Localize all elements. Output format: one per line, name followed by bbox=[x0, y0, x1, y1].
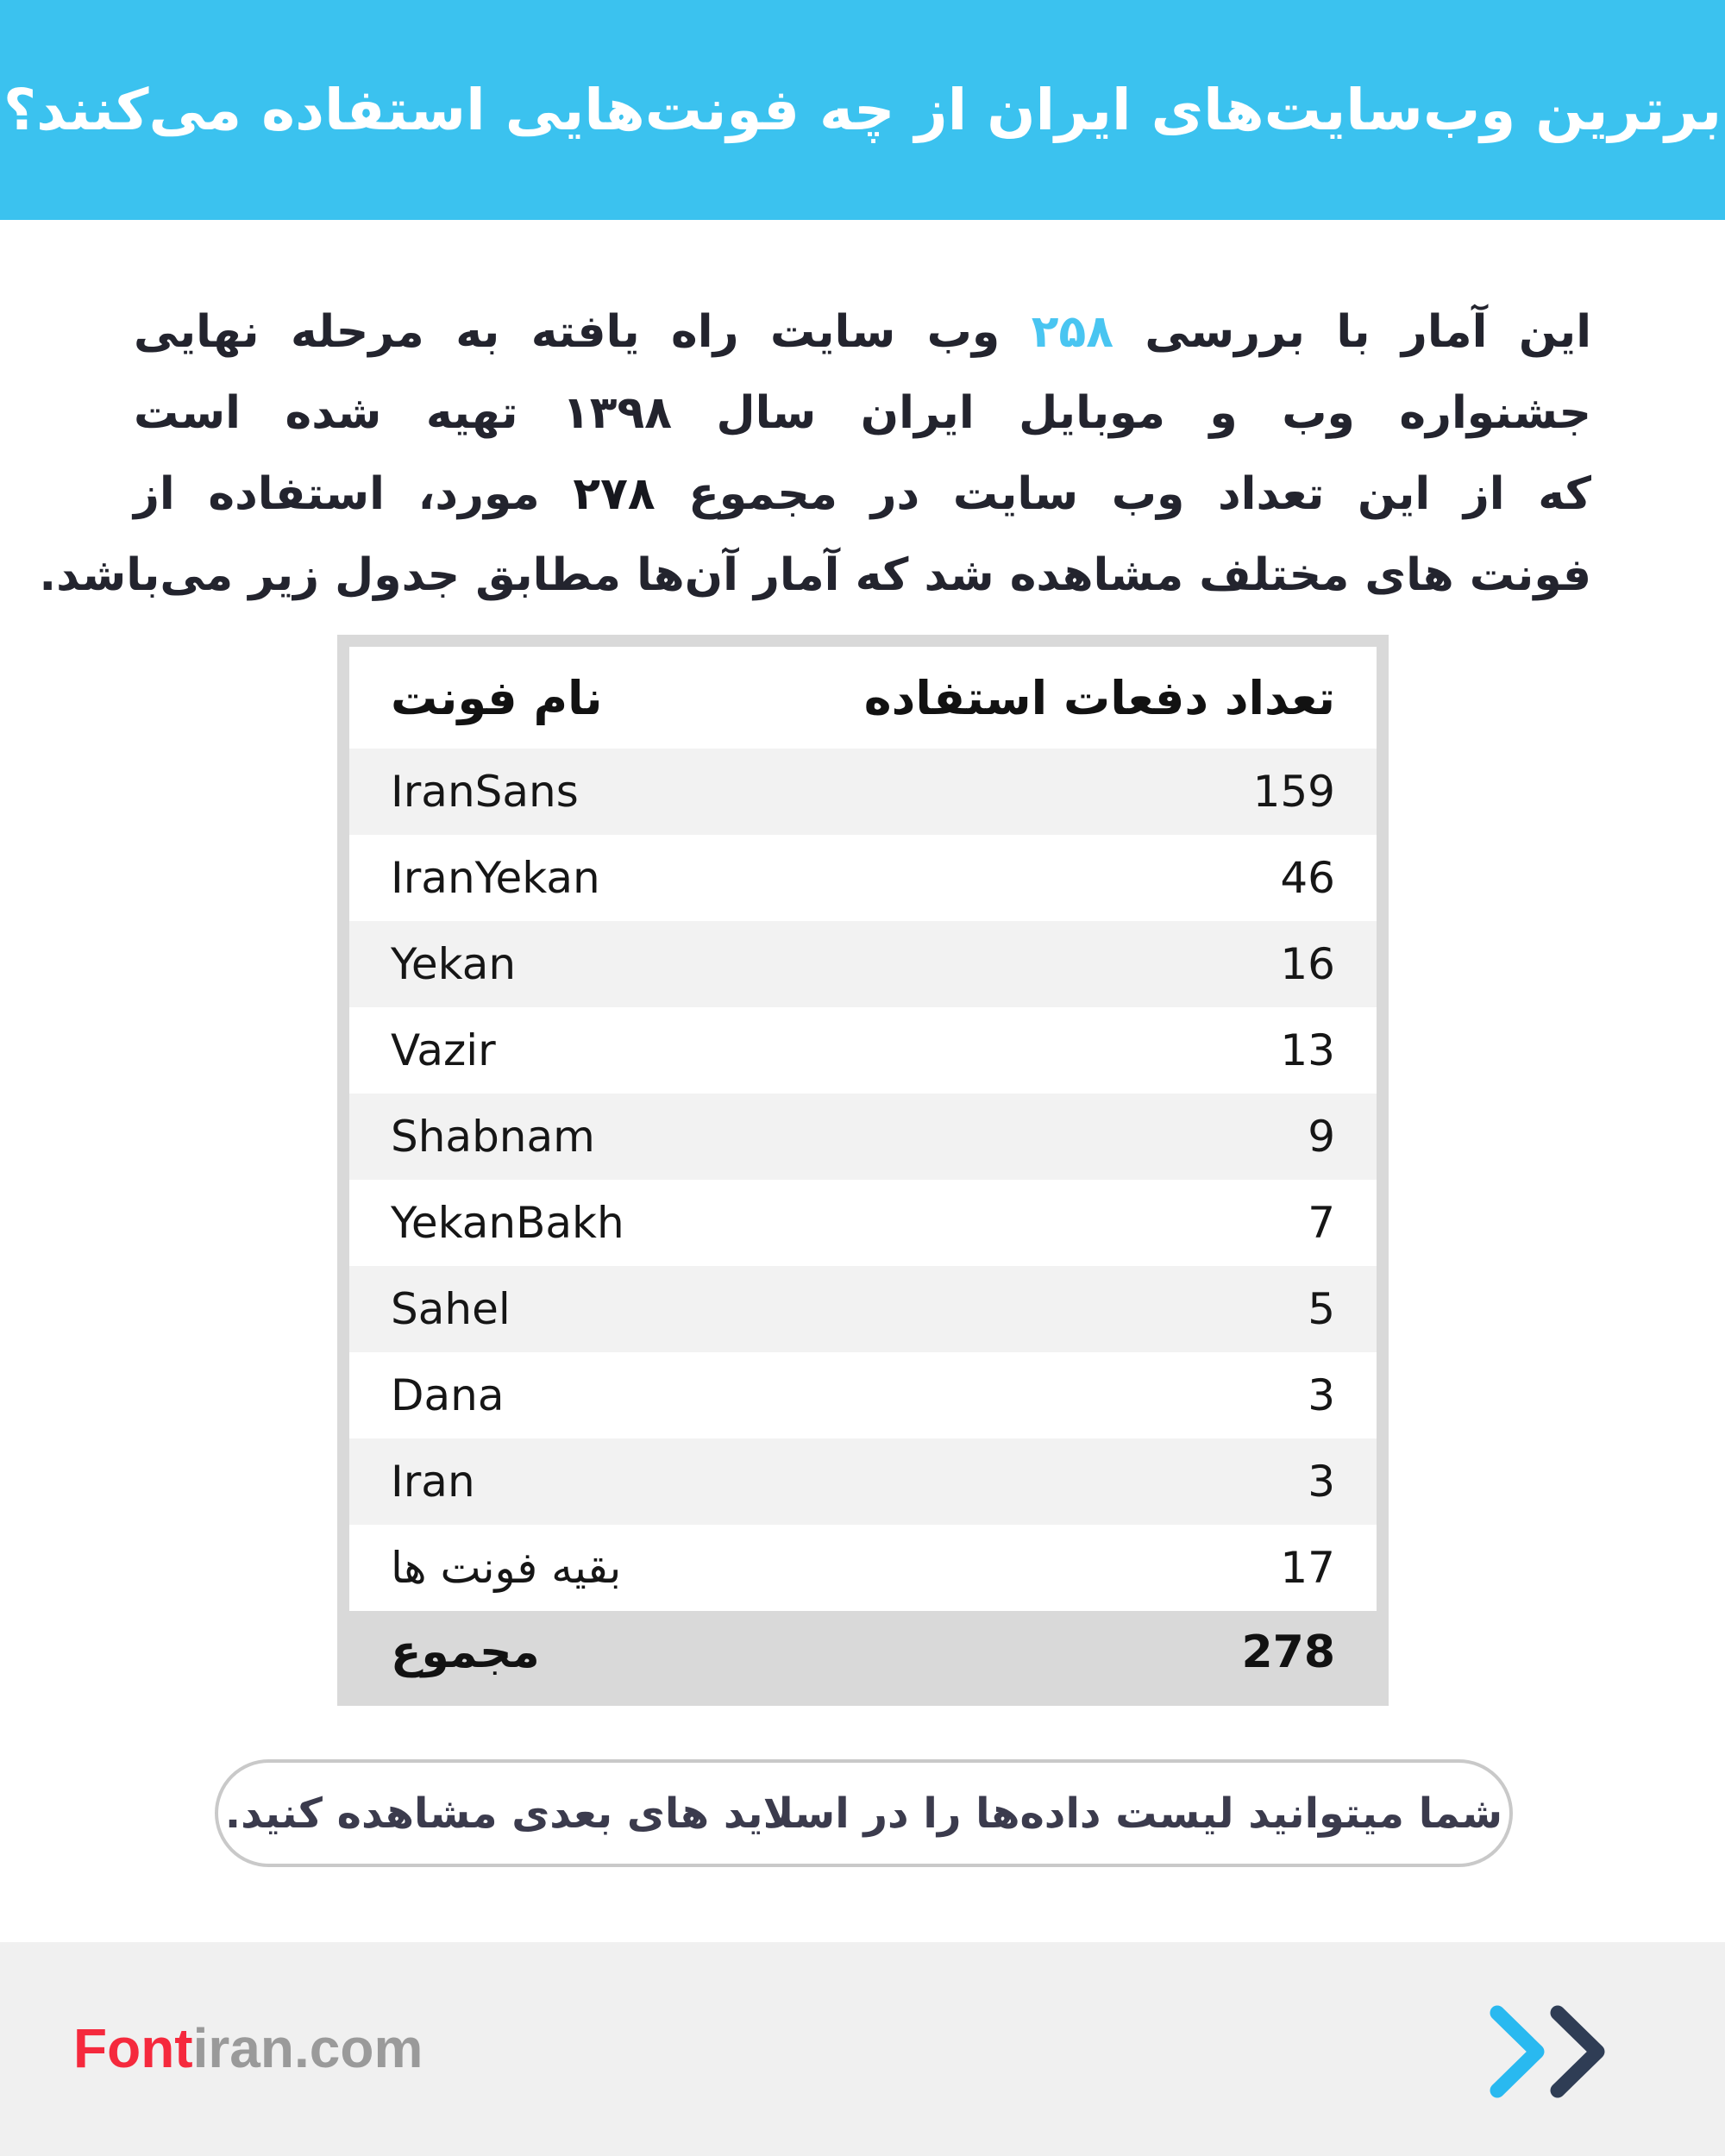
title-segment: استفاده می‌کنند؟ bbox=[3, 77, 486, 143]
usage-count-cell: 3 bbox=[1308, 1370, 1335, 1420]
title-segment-bold: فونت‌هایی bbox=[505, 77, 800, 143]
table-row bbox=[349, 1438, 1377, 1525]
usage-count-cell: 13 bbox=[1280, 1025, 1335, 1075]
font-name-cell: Iran bbox=[391, 1457, 475, 1507]
table-row bbox=[349, 1266, 1377, 1352]
usage-count-cell: 17 bbox=[1280, 1543, 1335, 1593]
header-band bbox=[0, 0, 1725, 220]
title-segment: برترین bbox=[1535, 77, 1722, 143]
table-header-row bbox=[349, 647, 1377, 749]
usage-count-cell: 16 bbox=[1280, 939, 1335, 989]
page-title bbox=[3, 77, 1722, 143]
chevron-blue bbox=[1497, 2013, 1537, 2090]
chevron-navy bbox=[1558, 2013, 1597, 2090]
intro-text: این آمار با بررسی bbox=[1145, 306, 1592, 358]
intro-text: وب سایت راه یافته به مرحله نهایی bbox=[134, 306, 1000, 358]
table-total-row bbox=[349, 1611, 1377, 1694]
title-segment-bold: وب‌سایت‌های ایران bbox=[987, 77, 1516, 143]
highlighted-count-258: ۲۵۸ bbox=[1031, 306, 1113, 358]
intro-text: جشنواره وب و موبایل ایران سال ۱۳۹۸ تهیه شده است bbox=[134, 387, 1591, 439]
font-usage-table bbox=[337, 635, 1389, 1706]
font-name-cell: YekanBakh bbox=[391, 1198, 624, 1248]
title-segment: از چه bbox=[819, 77, 968, 143]
highlighted-count-278: ۲۷۸ bbox=[573, 468, 656, 520]
usage-count-cell: 9 bbox=[1308, 1112, 1335, 1162]
font-name-cell: بقیه فونت ها bbox=[391, 1543, 622, 1593]
usage-count-cell: 5 bbox=[1308, 1284, 1335, 1334]
intro-line-2 bbox=[134, 373, 1591, 454]
intro-line-3 bbox=[134, 454, 1591, 535]
table-row bbox=[349, 749, 1377, 835]
footer-bar bbox=[0, 1942, 1725, 2156]
font-name-cell: IranSans bbox=[391, 767, 579, 817]
usage-count-cell: 7 bbox=[1308, 1198, 1335, 1248]
total-count-cell: 278 bbox=[1241, 1626, 1335, 1678]
intro-line-4 bbox=[39, 535, 1591, 616]
intro-text: که از این تعداد وب سایت در مجموع bbox=[688, 468, 1591, 520]
intro-text: مورد، استفاده از bbox=[134, 468, 540, 520]
brand-link[interactable] bbox=[73, 2016, 423, 2080]
table-row bbox=[349, 921, 1377, 1007]
intro-text: فونت های مختلف مشاهده شد که آمار آن‌ها مطابق جدول زیر می‌باشد. bbox=[39, 549, 1591, 601]
intro-paragraph bbox=[39, 291, 1592, 616]
font-name-cell: Vazir bbox=[391, 1025, 496, 1075]
font-name-cell: Yekan bbox=[391, 939, 517, 989]
table-row bbox=[349, 835, 1377, 921]
table-row bbox=[349, 1352, 1377, 1438]
font-name-cell: Sahel bbox=[391, 1284, 511, 1334]
total-label-cell: مجموع bbox=[391, 1626, 540, 1678]
table-row bbox=[349, 1007, 1377, 1094]
usage-count-cell: 159 bbox=[1252, 767, 1335, 817]
note-text: شما میتوانید لیست داده‌ها را در اسلاید های بعدی مشاهده کنید. bbox=[224, 1789, 1503, 1838]
table-row bbox=[349, 1180, 1377, 1266]
font-name-cell: Dana bbox=[391, 1370, 505, 1420]
table-row bbox=[349, 1525, 1377, 1611]
column-header-usage-count: تعداد دفعات استفاده bbox=[863, 670, 1335, 725]
column-header-font-name: نام فونت bbox=[391, 670, 603, 725]
note-pill bbox=[215, 1759, 1513, 1867]
table-row bbox=[349, 1094, 1377, 1180]
brand-domain-part: iran.com bbox=[192, 2017, 423, 2079]
font-name-cell: Shabnam bbox=[391, 1112, 595, 1162]
brand-font-part: Font bbox=[73, 2017, 193, 2079]
usage-count-cell: 46 bbox=[1280, 853, 1335, 903]
font-name-cell: IranYekan bbox=[391, 853, 600, 903]
intro-line-1 bbox=[134, 291, 1591, 373]
usage-count-cell: 3 bbox=[1308, 1457, 1335, 1507]
double-chevron-right-icon[interactable] bbox=[1485, 2004, 1623, 2099]
